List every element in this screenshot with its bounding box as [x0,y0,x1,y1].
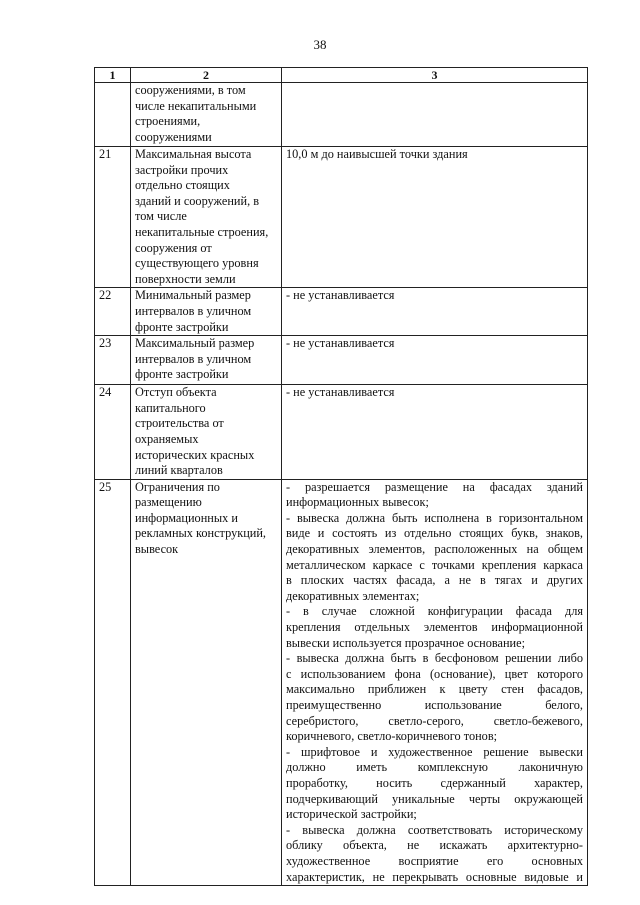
parameter-value-line: виде и состоять из отдельно стоящих букв, знаков, [286,526,583,541]
parameter-value [282,288,588,336]
parameter-value-line: преимущественно использование белого, [286,698,583,712]
parameter-name-line: линий кварталов [135,463,223,478]
parameter-value-line: декоративных элементах; [286,588,420,603]
parameter-name [131,288,282,336]
parameter-value-line: - не устанавливается [286,385,395,400]
parameter-value-line: - в случае сложной конфигурации фасада для [286,604,583,619]
parameter-name-line: интервалов в уличном [135,351,252,366]
parameter-name-line: вывесок [135,542,179,557]
parameter-name-line: том числе [135,209,187,224]
parameter-value-line: максимально приближен к цвету стен фасадов, [286,682,583,697]
header-col-2: 2 [131,68,282,83]
parameter-name-line: Минимальный размер [135,288,251,303]
parameter-value-line: - вывеска должна соответствовать историческому [286,822,583,837]
header-col-1: 1 [95,68,131,83]
parameter-name-line: исторических красных [135,447,255,462]
table-row [95,288,588,336]
parameter-name-line: зданий и сооружений, в [135,193,260,208]
parameter-name-line: капитального [135,400,206,415]
parameter-value-line: вывески используется прозрачное основание; [286,635,525,650]
parameter-value-line: в плоских частях фасада, а не в тягах и других [286,573,583,588]
parameter-name [131,83,282,147]
parameter-name-line: сооружениями, в том [135,83,246,97]
parameter-value-line: проработку, носить сдержанный характер, [286,775,583,790]
parameter-value-line: - не устанавливается [286,288,395,303]
parameter-value-line: - вывеска должна быть исполнена в горизонтальном [286,510,583,525]
parameter-value-line: художественное восприятие его основных [286,853,583,868]
parameter-name-line: некапитальные строения, [135,224,269,239]
row-number: 25 [95,479,131,885]
table-header-row [95,68,588,83]
parameter-name-line: размещению [135,495,202,510]
parameter-value-line: должно иметь комплексную лаконичную [286,760,583,775]
parameter-name-line: сооружения от [135,240,212,255]
parameter-name-line: Отступ объекта [135,385,217,400]
parameter-name-line: рекламных конструкций, [135,526,267,541]
parameter-name-line: фронте застройки [135,367,229,382]
parameter-name-line: Максимальный размер [135,336,255,351]
row-number [95,83,131,147]
table-row [95,479,588,885]
regulations-table [94,67,588,886]
parameter-value-line: 10,0 м до наивысшей точки здания [286,147,468,161]
parameter-name-line: сооружениями [135,129,212,144]
parameter-value [282,147,588,288]
row-number: 23 [95,336,131,385]
table-row [95,385,588,480]
parameter-value-line: серебристого, светло-серого, светло-бежевого, [286,713,583,728]
parameter-name-line: охраняемых [135,431,199,446]
parameter-value [282,83,588,147]
parameter-value-line: крепления отдельных элементов информационной [286,620,583,635]
parameter-value-line: с использованием фона (основание), цвет которого [286,666,583,681]
parameter-value-line: подчеркивающий уникальные черты окружающей [286,791,583,806]
parameter-name-line: существующего уровня [135,256,259,271]
table-row [95,147,588,288]
parameter-value-line: декоративных элементов, расположенных на общем [286,542,583,557]
parameter-value-line: облику объекта, не искажать архитектурно- [286,838,583,853]
parameter-value [282,336,588,385]
parameter-value-line: - не устанавливается [286,336,395,351]
parameter-value-line: информационных вывесок; [286,495,429,510]
table-body [95,83,588,886]
parameter-value-line: - вывеска должна быть в бесфоновом решении либо [286,651,583,666]
parameter-name-line: числе некапитальными [135,98,257,113]
page-number: 38 [313,37,327,52]
row-number: 22 [95,288,131,336]
parameter-name [131,147,282,288]
parameter-value-line: коричневого, светло-коричневого тонов; [286,729,498,744]
parameter-name-line: отдельно стоящих [135,178,230,193]
parameter-name-line: застройки прочих [135,162,229,177]
row-number: 24 [95,385,131,480]
parameter-name-line: поверхности земли [135,271,236,286]
parameter-value-line: исторической застройки; [286,807,417,822]
table-row [95,336,588,385]
parameter-value [282,385,588,480]
header-col-3: 3 [282,68,588,83]
parameter-name-line: интервалов в уличном [135,303,252,318]
parameter-name-line: строительства от [135,416,224,431]
parameter-value [282,479,588,885]
parameter-name-line: информационных и [135,510,238,525]
row-number: 21 [95,147,131,288]
parameter-value-line: - шрифтовое и художественное решение вывески [286,744,583,759]
parameter-value-line: характеристик, не перекрывать основные видовые и [286,869,583,884]
parameter-name-line: Максимальная высота [135,147,252,161]
parameter-name [131,479,282,885]
parameter-name-line: строениями, [135,114,201,129]
parameter-name [131,336,282,385]
parameter-name-line: фронте застройки [135,319,229,334]
parameter-value-line: металлическом каркасе с точками крепления каркаса [286,557,583,572]
parameter-name-line: Ограничения по [135,479,220,494]
table-row [95,83,588,147]
parameter-value-line: - разрешается размещение на фасадах зданий [286,479,583,494]
parameter-name [131,385,282,480]
